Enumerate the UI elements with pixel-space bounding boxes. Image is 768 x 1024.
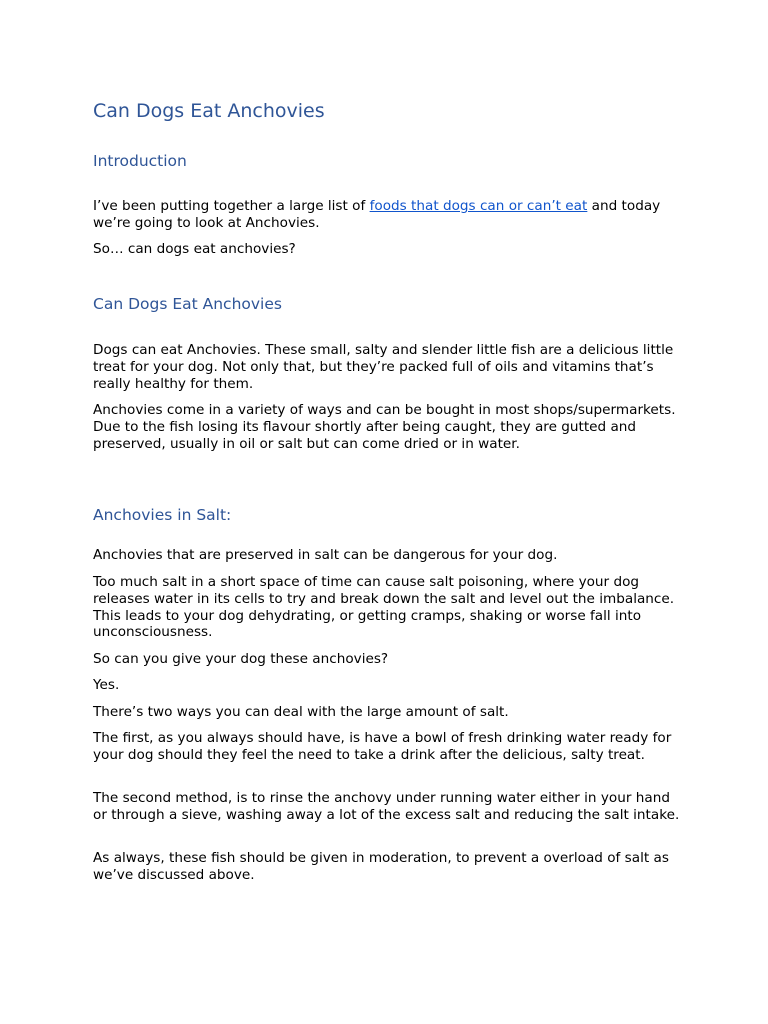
heading-anchovies-in-salt: Anchovies in Salt: — [93, 506, 232, 524]
heading-introduction: Introduction — [93, 152, 187, 170]
section2-paragraph-3: So can you give your dog these anchovies? — [93, 651, 389, 667]
intro-text-before-link: I’ve been putting together a large list of — [93, 198, 370, 214]
intro-text-after-link: and today we’re going to look at Anchovies. — [93, 198, 661, 231]
section2-paragraph-8: As always, these fish should be given in moderation, to prevent a overload of salt as we’ve discussed above. — [93, 850, 669, 883]
section1-paragraph-2: Anchovies come in a variety of ways and can be bought in most shops/supermarkets. Due to the fish losing its flavour shortly after being caught, they are gutted and preserved, usually in oil or salt but can come dried or in water. — [93, 402, 676, 452]
section1-paragraph-1: Dogs can eat Anchovies. These small, salty and slender little fish are a delicious little treat for your dog. Not only that, but they’re packed full of oils and vitamins that’s really healthy for them. — [93, 342, 674, 392]
intro-question: So… can dogs eat anchovies? — [93, 241, 296, 257]
section2-paragraph-4: Yes. — [93, 677, 120, 693]
section2-paragraph-1: Anchovies that are preserved in salt can be dangerous for your dog. — [93, 547, 558, 563]
intro-paragraph — [93, 198, 683, 232]
section2-paragraph-7: The second method, is to rinse the anchovy under running water either in your hand or through a sieve, washing away a lot of the excess salt and reducing the salt intake. — [93, 790, 680, 823]
heading-can-dogs-eat-anchovies: Can Dogs Eat Anchovies — [93, 295, 282, 313]
foods-list-link[interactable]: foods that dogs can or can’t eat — [369, 198, 588, 214]
section2-paragraph-5: There’s two ways you can deal with the large amount of salt. — [93, 704, 509, 720]
section2-paragraph-2: Too much salt in a short space of time can cause salt poisoning, where your dog releases water in its cells to try and break down the salt and level out the imbalance. This leads to your dog dehydrating, or getting cramps, shaking or worse fall into unconsciousness. — [93, 574, 675, 641]
document-title: Can Dogs Eat Anchovies — [93, 100, 325, 122]
section2-paragraph-6: The first, as you always should have, is have a bowl of fresh drinking water ready for your dog should they feel the need to take a drink after the delicious, salty treat. — [93, 730, 672, 763]
